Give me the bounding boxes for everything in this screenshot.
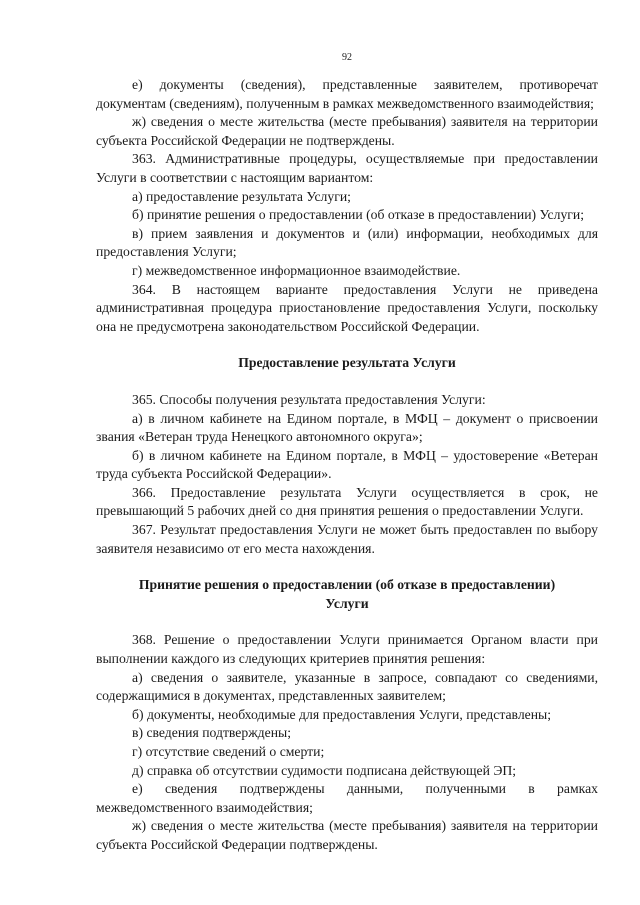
list-item-365-a: а) в личном кабинете на Едином портале, в МФЦ – документ о присвоении звания «Ветеран труда Ненецкого автономного округа»;: [96, 410, 598, 445]
criterion-zh: ж) сведения о месте жительства (месте пребывания) заявителя на территории субъекта Российской Федерации подтверждены.: [96, 818, 598, 852]
criterion-v: в) сведения подтверждены;: [132, 725, 292, 741]
list-item-a: а) предоставление результата Услуги;: [132, 188, 351, 204]
list-item-g: г) межведомственное информационное взаимодействие.: [132, 262, 461, 278]
criterion-a: а) сведения о заявителе, указанные в запросе, совпадают со сведениями, содержащимися в документах, представленных заявителем;: [96, 669, 598, 704]
paragraph-e-contradiction: е) документы (сведения), представленные заявителем, противоречат документам (сведениям), полученным в рамках межведомственного взаимодействия;: [96, 77, 598, 111]
paragraph-zh-residence-not-confirmed: ж) сведения о месте жительства (месте пребывания) заявителя на территории субъекта Российской Федерации не подтверждены.: [96, 114, 598, 148]
paragraph-363: 363. Административные процедуры, осуществляемые при предоставлении Услуги в соответствии с настоящим вариантом:: [96, 151, 598, 185]
paragraph-366: 366. Предоставление результата Услуги осуществляется в срок, не превышающий 5 рабочих дней со дня принятия решения о предоставлении Услуги.: [96, 484, 598, 519]
section-heading-decision: Принятие решения о предоставлении (об отказе в предоставлении) Услуги: [138, 577, 556, 611]
criterion-b: б) документы, необходимые для предоставления Услуги, представлены;: [132, 706, 552, 722]
paragraph-365: 365. Способы получения результата предоставления Услуги:: [132, 391, 486, 407]
criterion-d: д) справка об отсутствии судимости подписана действующей ЭП;: [132, 762, 517, 778]
paragraph-364: 364. В настоящем варианте предоставления Услуги не приведена административная процедура приостановление предоставления Услуги, поскольку она не предусмотрена законодательством Российской Федерации.: [96, 281, 598, 334]
page-number: 92: [342, 52, 352, 63]
list-item-b: б) принятие решения о предоставлении (об отказе в предоставлении) Услуги;: [132, 207, 585, 223]
criterion-e: е) сведения подтверждены данными, полученными в рамках межведомственного взаимодействия;: [96, 781, 598, 815]
section-heading-result: Предоставление результата Услуги: [238, 355, 456, 371]
paragraph-367: 367. Результат предоставления Услуги не может быть предоставлен по выбору заявителя независимо от его места нахождения.: [96, 522, 598, 556]
list-item-365-b: б) в личном кабинете на Едином портале, в МФЦ – удостоверение «Ветеран труда субъекта Российской Федерации».: [96, 447, 598, 482]
document-page: [96, 52, 598, 855]
paragraph-368: 368. Решение о предоставлении Услуги принимается Органом власти при выполнении каждого из следующих критериев принятия решения:: [96, 632, 598, 667]
list-item-v: в) прием заявления и документов и (или) информации, необходимых для предоставления Услуги;: [96, 225, 598, 260]
criterion-g: г) отсутствие сведений о смерти;: [132, 744, 325, 759]
